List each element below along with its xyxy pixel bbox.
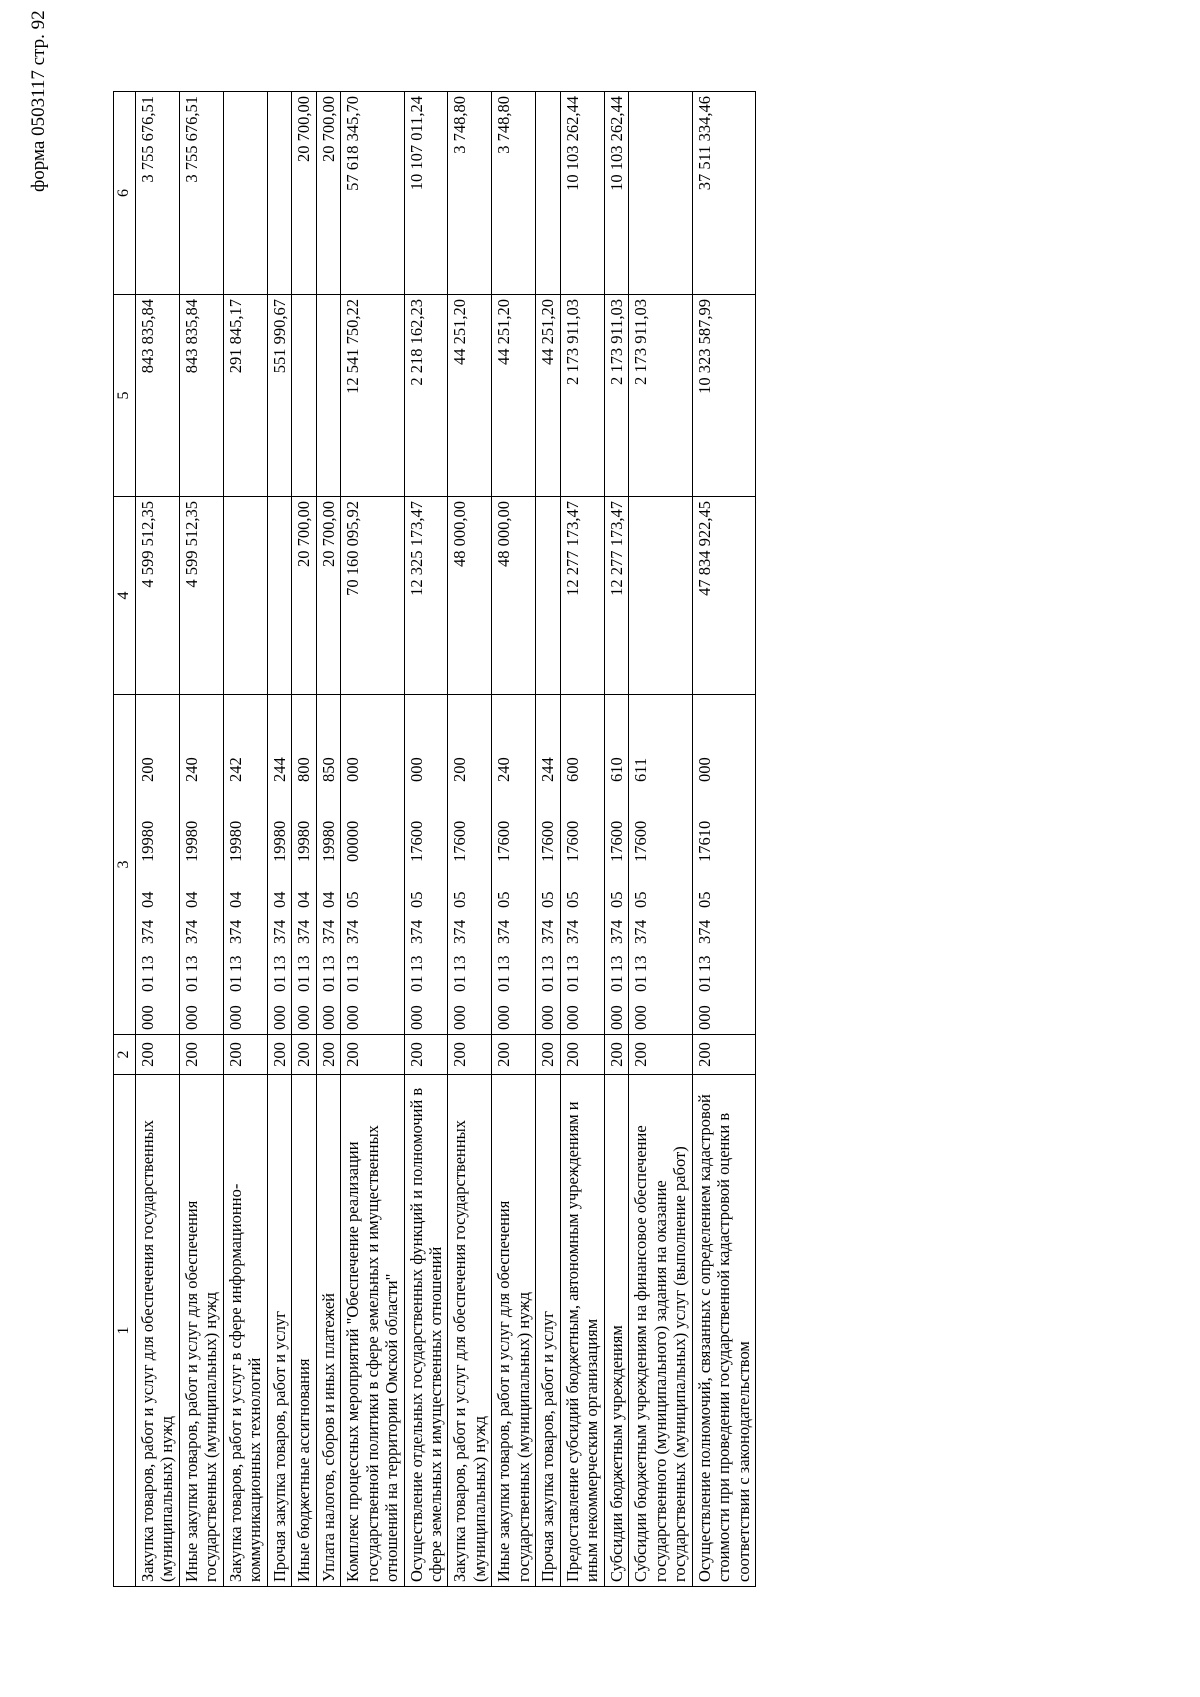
amount-col4 [223, 497, 267, 695]
row-name: Иные закупки товаров, работ и услуг для обеспечения государственных (муниципальных) нужд [179, 1075, 223, 1587]
code-part: 19980 [269, 820, 289, 862]
header-col-1: 1 [114, 1075, 136, 1587]
code-part: 17600 [606, 820, 626, 862]
code-part: 13 [137, 955, 157, 972]
code-part: 13 [269, 955, 289, 972]
row-name: Иные бюджетные ассигнования [292, 1075, 316, 1587]
amount-col4: 48 000,00 [448, 497, 492, 695]
code-part: 240 [494, 757, 514, 782]
row-name: Предоставление субсидий бюджетным, автономным учреждениям и иным некоммерческим организациям [560, 1075, 604, 1587]
amount-col5: 12 541 750,22 [341, 295, 404, 497]
amount-col6: 10 103 262,44 [560, 92, 604, 295]
code-part: 17610 [694, 820, 714, 862]
code-part: 13 [406, 955, 426, 972]
code-part: 13 [538, 955, 558, 972]
code-part: 4 [294, 919, 314, 928]
code-part: 4 [137, 919, 157, 928]
amount-col5 [292, 295, 316, 497]
amount-col6 [223, 92, 267, 295]
code-part: 37 [631, 927, 651, 944]
budget-classification-code [316, 695, 340, 1035]
code-part: 600 [562, 757, 582, 782]
budget-classification-code [267, 695, 291, 1035]
row-code: 200 [223, 1035, 267, 1075]
code-part: 000 [343, 757, 363, 782]
code-part: 01 [406, 975, 426, 992]
table-row [604, 92, 628, 1587]
code-part: 37 [606, 927, 626, 944]
table-row [316, 92, 340, 1587]
budget-classification-code [135, 695, 179, 1035]
row-code: 200 [404, 1035, 448, 1075]
code-part: 17600 [406, 820, 426, 862]
amount-col4: 12 277 173,47 [560, 497, 604, 695]
code-part: 19980 [137, 820, 157, 862]
budget-classification-code [179, 695, 223, 1035]
code-part: 13 [181, 955, 201, 972]
budget-classification-code [560, 695, 604, 1035]
code-part: 37 [318, 927, 338, 944]
table-row [179, 92, 223, 1587]
table-row [223, 92, 267, 1587]
table-row [341, 92, 404, 1587]
row-name: Закупка товаров, работ и услуг для обеспечения государственных (муниципальных) нужд [448, 1075, 492, 1587]
row-code: 200 [629, 1035, 692, 1075]
code-part: 610 [606, 757, 626, 782]
code-part: 4 [181, 919, 201, 928]
code-part: 01 [269, 975, 289, 992]
row-code: 200 [267, 1035, 291, 1075]
code-part: 04 [181, 891, 201, 908]
row-code: 200 [316, 1035, 340, 1075]
amount-col6: 3 748,80 [492, 92, 536, 295]
code-part: 000 [269, 1005, 289, 1030]
code-part: 19980 [318, 820, 338, 862]
code-part: 04 [225, 891, 245, 908]
amount-col6 [536, 92, 560, 295]
code-part: 4 [538, 919, 558, 928]
amount-col6 [267, 92, 291, 295]
budget-classification-code [629, 695, 692, 1035]
code-part: 000 [343, 1005, 363, 1030]
code-part: 13 [225, 955, 245, 972]
code-part: 01 [494, 975, 514, 992]
code-part: 4 [225, 919, 245, 928]
table-row [629, 92, 692, 1587]
code-part: 17600 [494, 820, 514, 862]
code-part: 37 [269, 927, 289, 944]
code-part: 37 [450, 927, 470, 944]
code-part: 13 [631, 955, 651, 972]
code-part: 05 [450, 891, 470, 908]
amount-col6: 37 511 334,46 [692, 92, 755, 295]
code-part: 37 [538, 927, 558, 944]
code-part: 17600 [538, 820, 558, 862]
budget-classification-code [341, 695, 404, 1035]
amount-col5: 2 218 162,23 [404, 295, 448, 497]
code-part: 01 [562, 975, 582, 992]
code-part: 000 [225, 1005, 245, 1030]
code-part: 01 [294, 975, 314, 992]
code-part: 37 [294, 927, 314, 944]
header-col-2: 2 [114, 1035, 136, 1075]
code-part: 000 [181, 1005, 201, 1030]
code-part: 200 [137, 757, 157, 782]
amount-col6: 57 618 345,70 [341, 92, 404, 295]
amount-col4: 4 599 512,35 [179, 497, 223, 695]
row-name: Осуществление отдельных государственных функций и полномочий в сфере земельных и имущественных отношений [404, 1075, 448, 1587]
table-row [292, 92, 316, 1587]
row-code: 200 [448, 1035, 492, 1075]
code-part: 01 [538, 975, 558, 992]
code-part: 000 [606, 1005, 626, 1030]
code-part: 13 [606, 955, 626, 972]
code-part: 000 [137, 1005, 157, 1030]
code-part: 4 [694, 919, 714, 928]
amount-col4: 12 277 173,47 [604, 497, 628, 695]
code-part: 000 [406, 1005, 426, 1030]
code-part: 000 [694, 1005, 714, 1030]
row-name: Субсидии бюджетным учреждениям [604, 1075, 628, 1587]
code-part: 240 [181, 757, 201, 782]
row-code: 200 [604, 1035, 628, 1075]
code-part: 19980 [181, 820, 201, 862]
table-row [692, 92, 755, 1587]
code-part: 04 [269, 891, 289, 908]
code-part: 17600 [562, 820, 582, 862]
code-part: 01 [450, 975, 470, 992]
budget-classification-code [448, 695, 492, 1035]
code-part: 01 [181, 975, 201, 992]
amount-col4: 70 160 095,92 [341, 497, 404, 695]
code-part: 200 [450, 757, 470, 782]
code-part: 01 [318, 975, 338, 992]
code-part: 4 [631, 919, 651, 928]
code-part: 000 [494, 1005, 514, 1030]
code-part: 800 [294, 757, 314, 782]
code-part: 13 [318, 955, 338, 972]
row-code: 200 [179, 1035, 223, 1075]
amount-col5: 10 323 587,99 [692, 295, 755, 497]
code-part: 244 [538, 757, 558, 782]
amount-col6: 20 700,00 [316, 92, 340, 295]
code-part: 05 [494, 891, 514, 908]
row-code: 200 [692, 1035, 755, 1075]
amount-col4 [629, 497, 692, 695]
table-row [560, 92, 604, 1587]
code-part: 13 [343, 955, 363, 972]
code-part: 13 [562, 955, 582, 972]
row-code: 200 [560, 1035, 604, 1075]
code-part: 05 [562, 891, 582, 908]
code-part: 05 [694, 891, 714, 908]
amount-col4 [267, 497, 291, 695]
code-part: 13 [694, 955, 714, 972]
code-part: 13 [450, 955, 470, 972]
code-part: 4 [562, 919, 582, 928]
header-col-6: 6 [114, 92, 136, 295]
code-part: 000 [538, 1005, 558, 1030]
table-row [267, 92, 291, 1587]
amount-col4: 4 599 512,35 [135, 497, 179, 695]
budget-classification-code [692, 695, 755, 1035]
code-part: 05 [538, 891, 558, 908]
code-part: 05 [606, 891, 626, 908]
amount-col5: 44 251,20 [492, 295, 536, 497]
code-part: 4 [318, 919, 338, 928]
table-row [404, 92, 448, 1587]
row-name: Осуществление полномочий, связанных с определением кадастровой стоимости при проведении государственной кадастровой оценки в соответствии с законодательством [692, 1075, 755, 1587]
code-part: 37 [406, 927, 426, 944]
amount-col5: 843 835,84 [179, 295, 223, 497]
amount-col5: 44 251,20 [448, 295, 492, 497]
row-name: Закупка товаров, работ и услуг в сфере информационно-коммуникационных технологий [223, 1075, 267, 1587]
budget-table [113, 91, 756, 1587]
code-part: 4 [494, 919, 514, 928]
code-part: 37 [181, 927, 201, 944]
code-part: 000 [406, 757, 426, 782]
amount-col4: 20 700,00 [292, 497, 316, 695]
amount-col5: 843 835,84 [135, 295, 179, 497]
amount-col4: 12 325 173,47 [404, 497, 448, 695]
code-part: 000 [294, 1005, 314, 1030]
code-part: 01 [694, 975, 714, 992]
table-row [135, 92, 179, 1587]
code-part: 242 [225, 757, 245, 782]
amount-col5: 44 251,20 [536, 295, 560, 497]
code-part: 17600 [631, 820, 651, 862]
amount-col6: 3 755 676,51 [135, 92, 179, 295]
amount-col6 [629, 92, 692, 295]
row-name: Закупка товаров, работ и услуг для обеспечения государственных (муниципальных) нужд [135, 1075, 179, 1587]
amount-col6: 10 107 011,24 [404, 92, 448, 295]
amount-col6: 3 755 676,51 [179, 92, 223, 295]
budget-classification-code [223, 695, 267, 1035]
table-row [448, 92, 492, 1587]
code-part: 37 [562, 927, 582, 944]
amount-col5: 2 173 911,03 [629, 295, 692, 497]
table-row [492, 92, 536, 1587]
code-part: 13 [494, 955, 514, 972]
amount-col4: 47 834 922,45 [692, 497, 755, 695]
row-name: Уплата налогов, сборов и иных платежей [316, 1075, 340, 1587]
table-body [135, 92, 755, 1587]
header-col-3: 3 [114, 695, 136, 1035]
row-code: 200 [536, 1035, 560, 1075]
amount-col5: 551 990,67 [267, 295, 291, 497]
code-part: 19980 [225, 820, 245, 862]
table-row [536, 92, 560, 1587]
amount-col5: 2 173 911,03 [560, 295, 604, 497]
row-name: Иные закупки товаров, работ и услуг для обеспечения государственных (муниципальных) нужд [492, 1075, 536, 1587]
code-part: 01 [137, 975, 157, 992]
code-part: 000 [318, 1005, 338, 1030]
row-name: Прочая закупка товаров, работ и услуг [267, 1075, 291, 1587]
code-part: 05 [343, 891, 363, 908]
code-part: 000 [450, 1005, 470, 1030]
code-part: 4 [606, 919, 626, 928]
code-part: 01 [606, 975, 626, 992]
code-part: 000 [562, 1005, 582, 1030]
code-part: 4 [406, 919, 426, 928]
budget-classification-code [536, 695, 560, 1035]
header-row [114, 92, 136, 1587]
form-caption: форма 0503117 стр. 92 [28, 10, 49, 192]
code-part: 04 [318, 891, 338, 908]
amount-col6: 10 103 262,44 [604, 92, 628, 295]
row-name: Субсидии бюджетным учреждениям на финансовое обеспечение государственного (муниципального) задания на оказание государственных (муниципальных) услуг (выполнение работ) [629, 1075, 692, 1587]
code-part: 05 [406, 891, 426, 908]
code-part: 37 [137, 927, 157, 944]
code-part: 850 [318, 757, 338, 782]
code-part: 04 [294, 891, 314, 908]
code-part: 37 [694, 927, 714, 944]
code-part: 37 [225, 927, 245, 944]
row-code: 200 [492, 1035, 536, 1075]
code-part: 01 [225, 975, 245, 992]
code-part: 000 [631, 1005, 651, 1030]
code-part: 01 [343, 975, 363, 992]
amount-col4 [536, 497, 560, 695]
row-code: 200 [135, 1035, 179, 1075]
row-code: 200 [341, 1035, 404, 1075]
budget-classification-code [292, 695, 316, 1035]
amount-col5 [316, 295, 340, 497]
code-part: 13 [294, 955, 314, 972]
code-part: 37 [343, 927, 363, 944]
budget-classification-code [604, 695, 628, 1035]
code-part: 37 [494, 927, 514, 944]
amount-col4: 48 000,00 [492, 497, 536, 695]
code-part: 17600 [450, 820, 470, 862]
budget-classification-code [404, 695, 448, 1035]
code-part: 00000 [343, 820, 363, 862]
code-part: 4 [343, 919, 363, 928]
row-code: 200 [292, 1035, 316, 1075]
amount-col6: 20 700,00 [292, 92, 316, 295]
code-part: 000 [694, 757, 714, 782]
code-part: 244 [269, 757, 289, 782]
code-part: 4 [269, 919, 289, 928]
amount-col5: 2 173 911,03 [604, 295, 628, 497]
code-part: 04 [137, 891, 157, 908]
code-part: 01 [631, 975, 651, 992]
amount-col5: 291 845,17 [223, 295, 267, 497]
code-part: 05 [631, 891, 651, 908]
amount-col6: 3 748,80 [448, 92, 492, 295]
amount-col4: 20 700,00 [316, 497, 340, 695]
header-col-5: 5 [114, 295, 136, 497]
code-part: 4 [450, 919, 470, 928]
row-name: Прочая закупка товаров, работ и услуг [536, 1075, 560, 1587]
code-part: 611 [631, 757, 651, 782]
budget-classification-code [492, 695, 536, 1035]
header-col-4: 4 [114, 497, 136, 695]
row-name: Комплекс процессных мероприятий "Обеспечение реализации государственной политики в сфере земельных и имущественных отношений на территории Омской области" [341, 1075, 404, 1587]
code-part: 19980 [294, 820, 314, 862]
